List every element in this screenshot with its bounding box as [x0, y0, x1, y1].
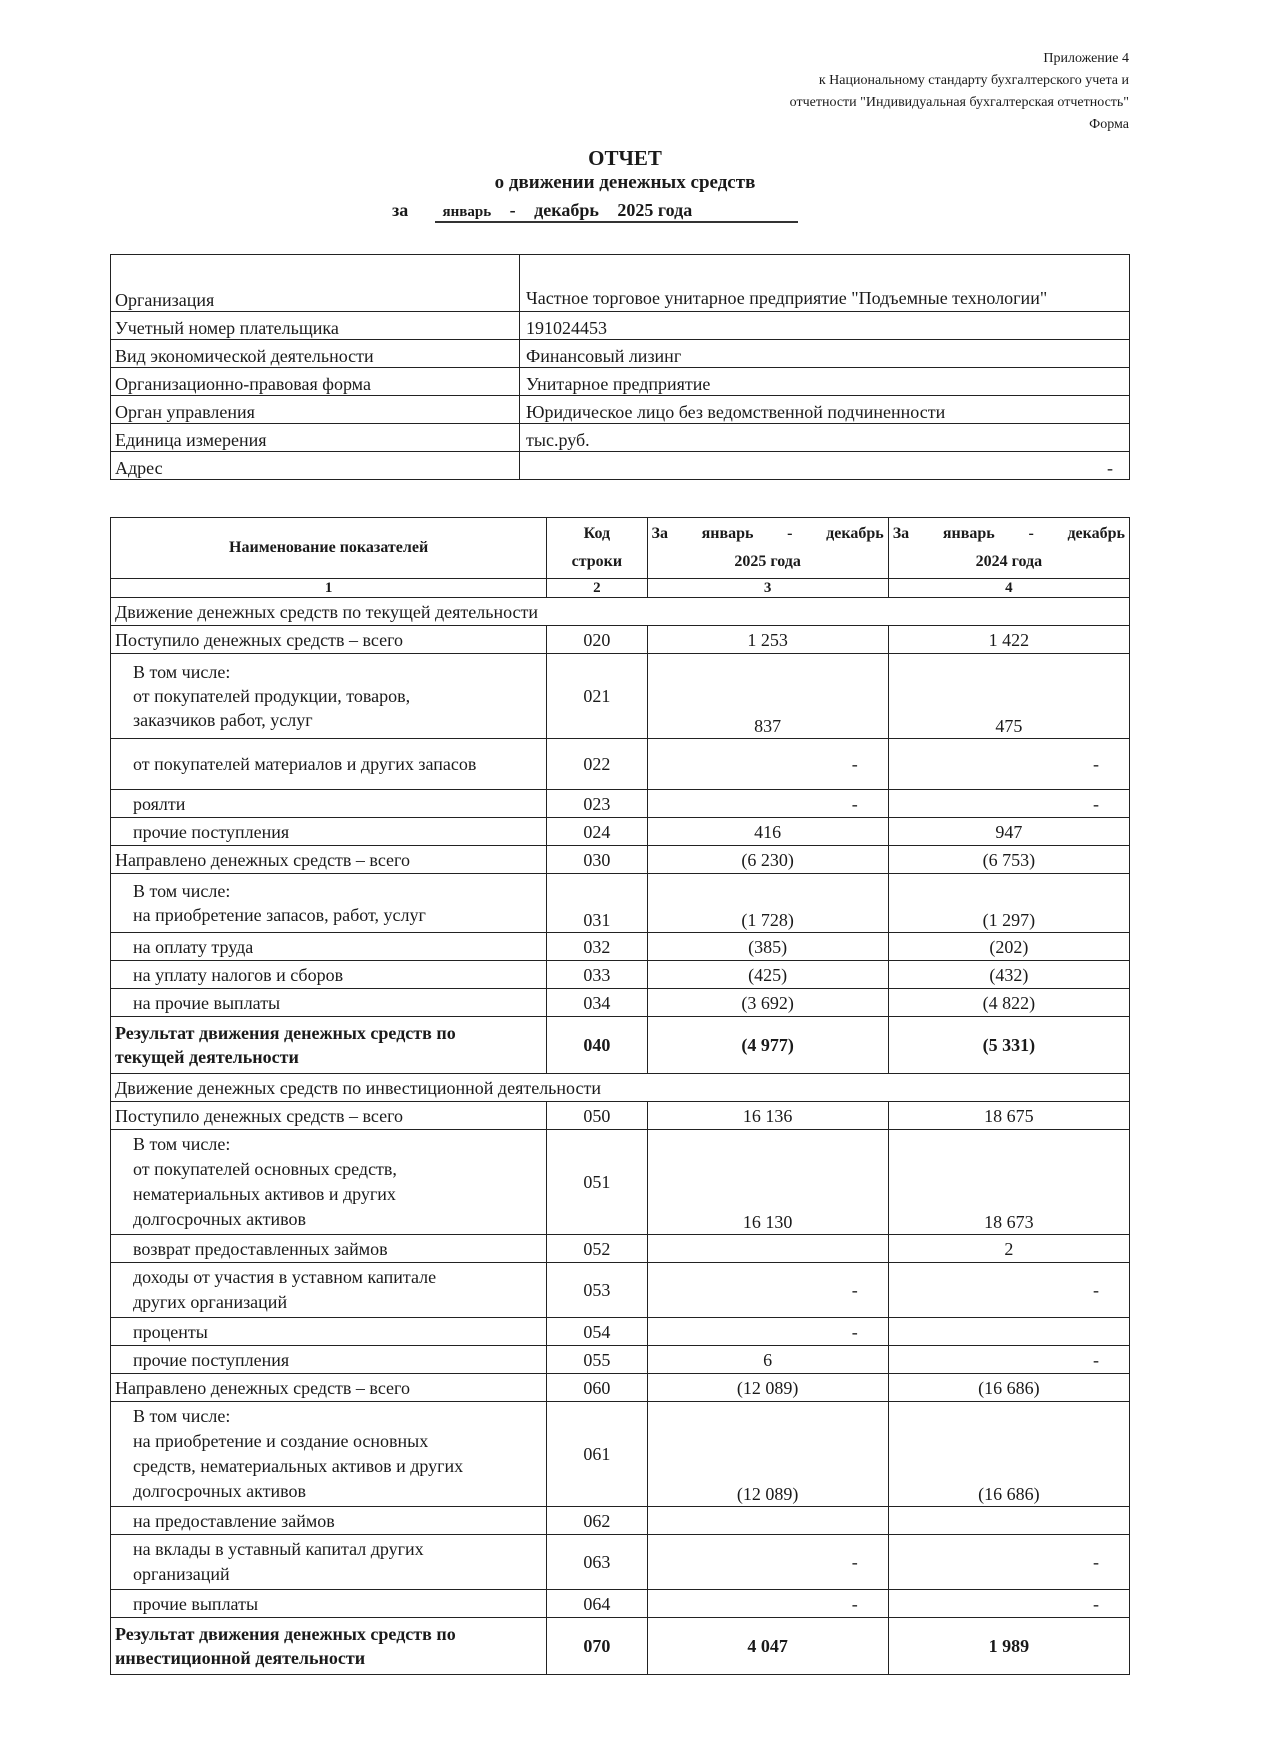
row-code: 064 — [547, 1590, 647, 1618]
value-2025: (4 977) — [647, 1017, 888, 1074]
including-label: В том числе: — [133, 662, 231, 682]
column-numbers-row — [111, 579, 1130, 598]
value-2025: 16 130 — [647, 1130, 888, 1235]
row-name: прочие поступления — [111, 1346, 547, 1374]
row-name: возврат предоставленных займов — [111, 1235, 547, 1263]
info-value: Унитарное предприятие — [520, 368, 1130, 396]
info-label: Учетный номер плательщика — [111, 312, 520, 340]
column-number: 2 — [547, 579, 647, 598]
value-2025: - — [647, 739, 888, 790]
table-row — [111, 1507, 1130, 1535]
header-code-line: строки — [571, 553, 623, 570]
column-number: 1 — [111, 579, 547, 598]
row-name — [111, 1263, 547, 1318]
header-za: За — [651, 525, 668, 542]
info-row-unit — [111, 424, 1130, 452]
row-name: на предоставление займов — [111, 1507, 547, 1535]
section-title: Движение денежных средств по инвестиционной деятельности — [111, 1074, 1130, 1102]
info-value: - — [520, 452, 1130, 480]
value-2025: 16 136 — [647, 1102, 888, 1130]
info-row-activity — [111, 340, 1130, 368]
table-row — [111, 874, 1130, 933]
table-row — [111, 961, 1130, 989]
row-name-line: нематериальных активов и других — [133, 1184, 396, 1204]
row-code: 070 — [547, 1618, 647, 1675]
row-name: на прочие выплаты — [111, 989, 547, 1017]
appendix-line: Приложение 4 — [1043, 51, 1129, 66]
row-code: 022 — [547, 739, 647, 790]
header-year: 2025 года — [734, 553, 801, 570]
info-row-organization — [111, 255, 1130, 312]
row-name-line: долгосрочных активов — [133, 1481, 306, 1501]
table-row — [111, 790, 1130, 818]
value-2024: - — [888, 1346, 1129, 1374]
value-2025 — [647, 1235, 888, 1263]
row-code: 060 — [547, 1374, 647, 1402]
value-2024: 475 — [888, 654, 1129, 739]
header-month-from: январь — [942, 525, 995, 542]
organization-info-table — [110, 254, 1130, 480]
row-code: 034 — [547, 989, 647, 1017]
column-number: 3 — [647, 579, 888, 598]
info-row-legal-form — [111, 368, 1130, 396]
value-2024: - — [888, 1535, 1129, 1590]
row-name — [111, 1130, 547, 1235]
header-code — [547, 518, 647, 579]
row-name: проценты — [111, 1318, 547, 1346]
value-2024: (5 331) — [888, 1017, 1129, 1074]
info-label: Организационно-правовая форма — [111, 368, 520, 396]
value-2024: (4 822) — [888, 989, 1129, 1017]
value-2025: (385) — [647, 933, 888, 961]
row-name-line: заказчиков работ, услуг — [133, 710, 313, 730]
row-code: 024 — [547, 818, 647, 846]
period-prefix: за — [392, 200, 409, 220]
report-subtitle: о движении денежных средств — [494, 172, 756, 193]
value-2025: 837 — [647, 654, 888, 739]
value-2025: 416 — [647, 818, 888, 846]
info-label: Орган управления — [111, 396, 520, 424]
row-code: 032 — [547, 933, 647, 961]
table-row — [111, 1346, 1130, 1374]
table-row — [111, 989, 1130, 1017]
period-month-from: январь — [442, 204, 492, 220]
table-row-total — [111, 1618, 1130, 1675]
info-value: Финансовый лизинг — [520, 340, 1130, 368]
section-title: Движение денежных средств по текущей деятельности — [111, 598, 1130, 626]
table-row — [111, 1374, 1130, 1402]
row-code: 053 — [547, 1263, 647, 1318]
row-code: 050 — [547, 1102, 647, 1130]
report-title: ОТЧЕТ — [588, 146, 662, 170]
value-2025: 4 047 — [647, 1618, 888, 1675]
row-name-line: средств, нематериальных активов и других — [133, 1456, 464, 1476]
value-2024: (16 686) — [888, 1402, 1129, 1507]
row-name: Направлено денежных средств – всего — [111, 1374, 547, 1402]
section-investing — [111, 1074, 1130, 1102]
row-name-line: Результат движения денежных средств по — [115, 1023, 456, 1043]
value-2024 — [888, 1507, 1129, 1535]
report-period — [392, 200, 798, 223]
value-2025: - — [647, 1263, 888, 1318]
value-2024: 1 422 — [888, 626, 1129, 654]
value-2025: (3 692) — [647, 989, 888, 1017]
value-2025: - — [647, 1318, 888, 1346]
table-row — [111, 1263, 1130, 1318]
table-row — [111, 1535, 1130, 1590]
value-2024: 947 — [888, 818, 1129, 846]
row-name-line: от покупателей продукции, товаров, — [133, 686, 411, 706]
value-2024: (202) — [888, 933, 1129, 961]
row-name: Поступило денежных средств – всего — [111, 1102, 547, 1130]
appendix-note — [790, 48, 1129, 136]
value-2024: - — [888, 739, 1129, 790]
value-2024: - — [888, 1263, 1129, 1318]
report-title-block — [0, 146, 1250, 196]
row-name-line: других организаций — [133, 1292, 288, 1312]
row-code: 020 — [547, 626, 647, 654]
table-row — [111, 933, 1130, 961]
value-2025: (425) — [647, 961, 888, 989]
header-period-2024 — [888, 518, 1129, 579]
row-code: 040 — [547, 1017, 647, 1074]
value-2024: (1 297) — [888, 874, 1129, 933]
row-name-line: организаций — [133, 1564, 230, 1584]
row-name-line: от покупателей основных средств, — [133, 1159, 397, 1179]
table-row — [111, 1590, 1130, 1618]
value-2024: 18 673 — [888, 1130, 1129, 1235]
header-code-line: Код — [583, 525, 611, 542]
period-year: 2025 года — [617, 200, 693, 220]
value-2024: (16 686) — [888, 1374, 1129, 1402]
value-2025: (12 089) — [647, 1374, 888, 1402]
info-value: 191024453 — [520, 312, 1130, 340]
header-month-from: январь — [701, 525, 754, 542]
value-2025 — [647, 1507, 888, 1535]
value-2025: - — [647, 1590, 888, 1618]
row-code: 030 — [547, 846, 647, 874]
including-label: В том числе: — [133, 881, 231, 901]
value-2024: (6 753) — [888, 846, 1129, 874]
including-label: В том числе: — [133, 1134, 231, 1154]
row-code: 052 — [547, 1235, 647, 1263]
including-label: В том числе: — [133, 1406, 231, 1426]
row-code: 031 — [547, 874, 647, 933]
row-name-line: на вклады в уставный капитал других — [133, 1539, 424, 1559]
value-2024: 1 989 — [888, 1618, 1129, 1675]
table-row — [111, 1402, 1130, 1507]
period-value — [435, 200, 798, 223]
row-name: на уплату налогов и сборов — [111, 961, 547, 989]
appendix-line: отчетности "Индивидуальная бухгалтерская отчетность" — [789, 95, 1129, 110]
table-row — [111, 818, 1130, 846]
row-name: на оплату труда — [111, 933, 547, 961]
period-month-to: декабрь — [534, 200, 599, 220]
row-name — [111, 654, 547, 739]
value-2024 — [888, 1318, 1129, 1346]
header-month-to: декабрь — [1067, 525, 1125, 542]
info-row-payer-number — [111, 312, 1130, 340]
row-code: 054 — [547, 1318, 647, 1346]
value-2025: (1 728) — [647, 874, 888, 933]
header-dash: - — [787, 525, 793, 542]
row-name — [111, 874, 547, 933]
value-2025: 1 253 — [647, 626, 888, 654]
row-name: роялти — [111, 790, 547, 818]
info-value: тыс.руб. — [520, 424, 1130, 452]
info-label: Вид экономической деятельности — [111, 340, 520, 368]
row-code: 023 — [547, 790, 647, 818]
row-name: от покупателей материалов и других запасов — [111, 739, 547, 790]
table-row — [111, 1102, 1130, 1130]
row-code: 051 — [547, 1130, 647, 1235]
row-code: 063 — [547, 1535, 647, 1590]
appendix-line: Форма — [1089, 117, 1129, 132]
info-row-management — [111, 396, 1130, 424]
row-name: прочие выплаты — [111, 1590, 547, 1618]
row-name-line: доходы от участия в уставном капитале — [133, 1267, 437, 1287]
table-row — [111, 1318, 1130, 1346]
header-name: Наименование показателей — [111, 518, 547, 579]
table-row — [111, 1235, 1130, 1263]
row-name-line: инвестиционной деятельности — [115, 1648, 366, 1668]
value-2025: (6 230) — [647, 846, 888, 874]
value-2024: (432) — [888, 961, 1129, 989]
row-name: Направлено денежных средств – всего — [111, 846, 547, 874]
row-name-line: долгосрочных активов — [133, 1209, 306, 1229]
table-row — [111, 626, 1130, 654]
row-code: 021 — [547, 654, 647, 739]
header-period-2025 — [647, 518, 888, 579]
value-2025: 6 — [647, 1346, 888, 1374]
value-2025: (12 089) — [647, 1402, 888, 1507]
header-dash: - — [1028, 525, 1034, 542]
table-row — [111, 739, 1130, 790]
table-row — [111, 1130, 1130, 1235]
info-value: Частное торговое унитарное предприятие "Подъемные технологии" — [520, 255, 1130, 312]
appendix-line: к Национальному стандарту бухгалтерского учета и — [818, 73, 1129, 88]
header-month-to: декабрь — [826, 525, 884, 542]
row-name — [111, 1017, 547, 1074]
cash-flow-table — [110, 517, 1130, 1675]
table-header-row — [111, 518, 1130, 579]
info-row-address — [111, 452, 1130, 480]
value-2025: - — [647, 790, 888, 818]
row-name-line: на приобретение запасов, работ, услуг — [133, 905, 426, 925]
row-name: прочие поступления — [111, 818, 547, 846]
info-label: Адрес — [111, 452, 520, 480]
row-name-line: Результат движения денежных средств по — [115, 1624, 456, 1644]
row-name-line: на приобретение и создание основных — [133, 1431, 429, 1451]
row-name — [111, 1402, 547, 1507]
value-2025: - — [647, 1535, 888, 1590]
row-code: 062 — [547, 1507, 647, 1535]
table-row-total — [111, 1017, 1130, 1074]
row-name: Поступило денежных средств – всего — [111, 626, 547, 654]
table-row — [111, 654, 1130, 739]
row-name-line: текущей деятельности — [115, 1047, 299, 1067]
row-code: 061 — [547, 1402, 647, 1507]
header-za: За — [892, 525, 910, 542]
info-value: Юридическое лицо без ведомственной подчиненности — [520, 396, 1130, 424]
section-operating — [111, 598, 1130, 626]
period-dash: - — [509, 200, 516, 220]
header-year: 2024 года — [975, 553, 1043, 570]
table-row — [111, 846, 1130, 874]
row-code: 055 — [547, 1346, 647, 1374]
value-2024: - — [888, 790, 1129, 818]
row-name — [111, 1535, 547, 1590]
value-2024: - — [888, 1590, 1129, 1618]
info-label: Единица измерения — [111, 424, 520, 452]
value-2024: 2 — [888, 1235, 1129, 1263]
info-label: Организация — [111, 255, 520, 312]
value-2024: 18 675 — [888, 1102, 1129, 1130]
row-name — [111, 1618, 547, 1675]
row-code: 033 — [547, 961, 647, 989]
column-number: 4 — [888, 579, 1129, 598]
